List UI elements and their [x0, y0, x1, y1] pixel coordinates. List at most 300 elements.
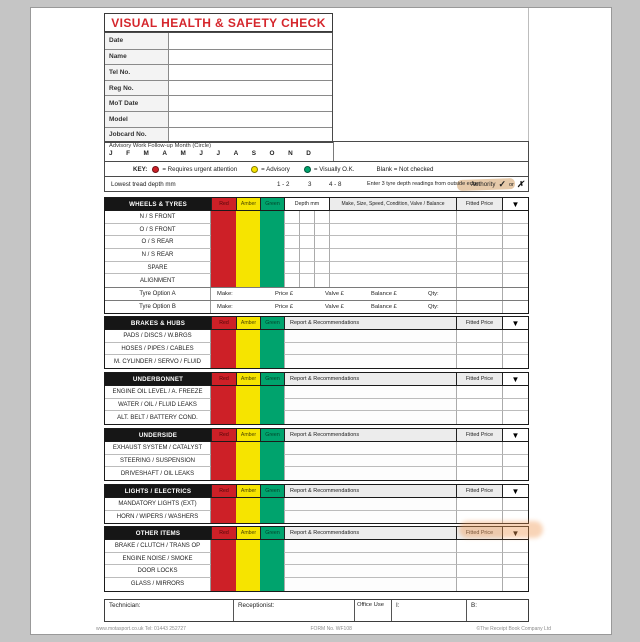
depth-column-header: Depth mm	[284, 198, 329, 210]
month-letter[interactable]: A	[233, 150, 239, 157]
field-value-tel[interactable]	[169, 65, 332, 80]
row-label: N / S REAR	[105, 249, 211, 262]
green-status-cell[interactable]	[260, 236, 284, 249]
red-status-cell[interactable]	[211, 578, 236, 591]
row-label: Tyre Option A	[105, 288, 211, 300]
key-blank-text: Blank = Not checked	[376, 165, 434, 173]
green-status-cell[interactable]	[260, 455, 284, 468]
tick-mark-icon[interactable]: ✓	[498, 179, 506, 189]
red-status-cell[interactable]	[211, 236, 236, 249]
report-cell[interactable]	[284, 455, 456, 468]
valve-field-label: Valve £	[325, 303, 344, 310]
triangle-cell[interactable]	[502, 236, 528, 249]
amber-status-cell[interactable]	[236, 565, 260, 578]
month-letter[interactable]: F	[126, 150, 130, 157]
fitted-price-cell[interactable]	[456, 442, 502, 455]
green-status-cell[interactable]	[260, 498, 284, 511]
report-cell[interactable]	[284, 386, 456, 399]
red-status-cell[interactable]	[211, 343, 236, 356]
make-size-column-header: Make, Size, Speed, Condition, Valve / Balance	[329, 198, 456, 210]
row-label: STEERING / SUSPENSION	[105, 455, 211, 468]
month-letter[interactable]: J	[216, 150, 221, 157]
red-status-cell[interactable]	[211, 565, 236, 578]
depth-cell[interactable]	[284, 211, 299, 224]
month-letter[interactable]: J	[199, 150, 203, 157]
green-status-cell[interactable]	[260, 249, 284, 262]
row-label: HOSES / PIPES / CABLES	[105, 343, 211, 356]
make-size-cell[interactable]	[329, 236, 456, 249]
green-status-cell[interactable]	[260, 540, 284, 553]
green-status-cell[interactable]	[260, 343, 284, 356]
fitted-price-cell[interactable]	[456, 411, 502, 424]
month-letter[interactable]: N	[288, 150, 293, 157]
triangle-cell[interactable]	[502, 565, 528, 578]
triangle-cell[interactable]	[502, 553, 528, 566]
fitted-price-cell[interactable]	[456, 540, 502, 553]
red-status-cell[interactable]	[211, 249, 236, 262]
amber-status-cell[interactable]	[236, 249, 260, 262]
green-status-dot-icon	[304, 166, 311, 173]
report-cell[interactable]	[284, 578, 456, 591]
amber-status-cell[interactable]	[236, 553, 260, 566]
make-size-cell[interactable]	[329, 249, 456, 262]
triangle-cell[interactable]	[502, 411, 528, 424]
month-letter[interactable]: M	[180, 150, 186, 157]
field-value-model[interactable]	[169, 112, 332, 127]
red-status-cell[interactable]	[211, 455, 236, 468]
red-status-cell[interactable]	[211, 511, 236, 524]
report-column-header: Report & Recommendations	[284, 373, 456, 385]
sheet-edge-line	[528, 8, 529, 141]
month-letter[interactable]: O	[269, 150, 275, 157]
amber-status-cell[interactable]	[236, 211, 260, 224]
table-row	[105, 262, 528, 275]
triangle-marker-icon: ▼	[502, 429, 528, 441]
green-column-header: Green	[260, 485, 284, 497]
triangle-cell[interactable]	[502, 274, 528, 287]
field-label-reg: Reg No.	[105, 81, 169, 96]
key-green-text: = Visually O.K.	[313, 165, 355, 173]
section-title: UNDERBONNET	[105, 373, 211, 385]
scanned-form-page	[30, 7, 612, 635]
triangle-cell[interactable]	[502, 343, 528, 356]
depth-cell[interactable]	[314, 211, 329, 224]
green-status-cell[interactable]	[260, 467, 284, 480]
depth-cell[interactable]	[299, 224, 314, 237]
triangle-cell[interactable]	[502, 498, 528, 511]
table-row	[105, 236, 528, 249]
office-use-i-label: I:	[396, 602, 400, 609]
amber-status-cell[interactable]	[236, 355, 260, 368]
table-row	[105, 411, 528, 424]
print-copyright: ©The Receipt Book Company Ltd	[476, 626, 551, 632]
report-cell[interactable]	[284, 355, 456, 368]
report-cell[interactable]	[284, 399, 456, 412]
depth-cell[interactable]	[284, 274, 299, 287]
triangle-cell[interactable]	[502, 249, 528, 262]
fitted-price-column-header: Fitted Price	[456, 485, 502, 497]
green-status-cell[interactable]	[260, 565, 284, 578]
depth-cell[interactable]	[299, 211, 314, 224]
field-row	[105, 111, 332, 127]
row-label: M. CYLINDER / SERVO / FLUID	[105, 355, 211, 368]
triangle-cell[interactable]	[502, 262, 528, 275]
table-row	[105, 274, 528, 287]
key-legend-row	[104, 162, 529, 177]
report-column-header: Report & Recommendations	[284, 429, 456, 441]
field-label-name: Name	[105, 50, 169, 65]
depth-cell[interactable]	[314, 262, 329, 275]
red-status-cell[interactable]	[211, 211, 236, 224]
section-title: LIGHTS / ELECTRICS	[105, 485, 211, 497]
triangle-marker-icon: ▼	[502, 198, 528, 210]
tyre-option-fields[interactable]	[211, 301, 456, 313]
triangle-cell[interactable]	[502, 399, 528, 412]
row-label: SPARE	[105, 262, 211, 275]
month-letter[interactable]: M	[143, 150, 149, 157]
field-value-name[interactable]	[169, 50, 332, 65]
green-status-cell[interactable]	[260, 553, 284, 566]
fitted-price-cell[interactable]	[456, 565, 502, 578]
red-status-cell[interactable]	[211, 274, 236, 287]
green-status-cell[interactable]	[260, 224, 284, 237]
fitted-price-cell[interactable]	[456, 355, 502, 368]
report-cell[interactable]	[284, 498, 456, 511]
red-status-cell[interactable]	[211, 330, 236, 343]
amber-status-cell[interactable]	[236, 411, 260, 424]
amber-column-header: Amber	[236, 198, 260, 210]
report-column-header: Report & Recommendations	[284, 485, 456, 497]
fitted-price-cell[interactable]	[456, 386, 502, 399]
red-status-cell[interactable]	[211, 386, 236, 399]
section-title: OTHER ITEMS	[105, 527, 211, 539]
amber-status-cell[interactable]	[236, 498, 260, 511]
tyre-option-fields[interactable]	[211, 288, 456, 300]
tyre-option-a-row	[105, 287, 528, 300]
amber-column-header: Amber	[236, 317, 260, 329]
make-field-label: Make:	[217, 303, 233, 310]
advisory-month-box	[105, 142, 334, 161]
office-use-b-label: B:	[471, 602, 477, 609]
section-other-items	[104, 526, 529, 592]
red-column-header: Red	[211, 527, 236, 539]
amber-column-header: Amber	[236, 485, 260, 497]
green-status-cell[interactable]	[260, 442, 284, 455]
report-cell[interactable]	[284, 411, 456, 424]
section-rows	[105, 330, 528, 368]
table-row	[105, 540, 528, 553]
red-status-cell[interactable]	[211, 442, 236, 455]
table-row	[105, 565, 528, 578]
section-brakes-hubs	[104, 316, 529, 369]
table-row	[105, 211, 528, 224]
fitted-price-column-header: Fitted Price	[456, 317, 502, 329]
table-row	[105, 511, 528, 524]
section-header	[105, 485, 528, 498]
tread-label: Lowest tread depth mm	[111, 180, 176, 188]
small-print-line	[96, 626, 551, 632]
report-cell[interactable]	[284, 553, 456, 566]
amber-status-cell[interactable]	[236, 511, 260, 524]
field-value-reg[interactable]	[169, 81, 332, 96]
depth-cell[interactable]	[299, 274, 314, 287]
amber-status-cell[interactable]	[236, 330, 260, 343]
red-status-cell[interactable]	[211, 399, 236, 412]
green-status-cell[interactable]	[260, 511, 284, 524]
fitted-price-cell[interactable]	[456, 498, 502, 511]
row-label: O / S FRONT	[105, 224, 211, 237]
depth-cell[interactable]	[314, 274, 329, 287]
make-size-cell[interactable]	[329, 274, 456, 287]
field-row	[105, 33, 332, 49]
technician-field[interactable]	[105, 600, 234, 621]
row-label: O / S REAR	[105, 236, 211, 249]
month-letter[interactable]: A	[162, 150, 168, 157]
report-cell[interactable]	[284, 511, 456, 524]
depth-cell[interactable]	[284, 224, 299, 237]
depth-cell[interactable]	[314, 236, 329, 249]
triangle-cell[interactable]	[502, 301, 528, 313]
depth-cell[interactable]	[284, 249, 299, 262]
triangle-cell[interactable]	[502, 330, 528, 343]
triangle-cell[interactable]	[502, 455, 528, 468]
tread-range-2: 3	[308, 180, 312, 188]
form-title: VISUAL HEALTH & SAFETY CHECK	[111, 15, 326, 30]
fitted-price-cell[interactable]	[456, 211, 502, 224]
depth-cell[interactable]	[284, 236, 299, 249]
fitted-price-cell[interactable]	[456, 553, 502, 566]
table-row	[105, 249, 528, 262]
green-status-cell[interactable]	[260, 411, 284, 424]
red-status-cell[interactable]	[211, 467, 236, 480]
green-column-header: Green	[260, 527, 284, 539]
form-title-box	[104, 13, 333, 32]
amber-status-cell[interactable]	[236, 236, 260, 249]
report-column-header: Report & Recommendations	[284, 317, 456, 329]
amber-status-cell[interactable]	[236, 224, 260, 237]
report-cell[interactable]	[284, 442, 456, 455]
fitted-price-cell[interactable]	[456, 236, 502, 249]
report-cell[interactable]	[284, 467, 456, 480]
green-status-cell[interactable]	[260, 262, 284, 275]
tread-range-1: 1 - 2	[277, 180, 290, 188]
table-row	[105, 355, 528, 368]
triangle-cell[interactable]	[502, 386, 528, 399]
triangle-cell[interactable]	[502, 442, 528, 455]
amber-status-cell[interactable]	[236, 343, 260, 356]
office-use-i-field[interactable]	[392, 600, 467, 621]
fitted-price-column-header: Fitted Price	[456, 373, 502, 385]
table-row	[105, 330, 528, 343]
report-cell[interactable]	[284, 330, 456, 343]
depth-cell[interactable]	[314, 249, 329, 262]
qty-field-label: Qty:	[428, 291, 439, 298]
office-use-b-field[interactable]	[467, 600, 528, 621]
green-status-cell[interactable]	[260, 211, 284, 224]
fitted-price-cell[interactable]	[456, 262, 502, 275]
price-field-label: Price £	[275, 291, 294, 298]
amber-column-header: Amber	[236, 429, 260, 441]
section-header	[105, 373, 528, 386]
field-label-mot: MoT Date	[105, 96, 169, 111]
amber-status-cell[interactable]	[236, 578, 260, 591]
section-title: UNDERSIDE	[105, 429, 211, 441]
section-header	[105, 317, 528, 330]
field-row	[105, 127, 332, 143]
fitted-price-cell[interactable]	[456, 288, 502, 300]
triangle-cell[interactable]	[502, 511, 528, 524]
table-row	[105, 386, 528, 399]
make-size-cell[interactable]	[329, 211, 456, 224]
authority-or: or	[508, 181, 514, 188]
green-status-cell[interactable]	[260, 399, 284, 412]
green-column-header: Green	[260, 429, 284, 441]
red-status-cell[interactable]	[211, 355, 236, 368]
amber-status-cell[interactable]	[236, 386, 260, 399]
red-status-cell[interactable]	[211, 411, 236, 424]
red-status-cell[interactable]	[211, 262, 236, 275]
depth-cell[interactable]	[299, 262, 314, 275]
advisory-month-row	[104, 141, 529, 162]
section-rows	[105, 540, 528, 591]
make-size-cell[interactable]	[329, 262, 456, 275]
vehicle-details-table	[104, 32, 333, 143]
depth-cell[interactable]	[299, 249, 314, 262]
triangle-cell[interactable]	[502, 288, 528, 300]
row-label: GLASS / MIRRORS	[105, 578, 211, 591]
triangle-cell[interactable]	[502, 467, 528, 480]
month-letter[interactable]: S	[251, 150, 257, 157]
section-rows	[105, 442, 528, 480]
fitted-price-cell[interactable]	[456, 467, 502, 480]
table-row	[105, 399, 528, 412]
row-label: DRIVESHAFT / OIL LEAKS	[105, 467, 211, 480]
fitted-price-cell[interactable]	[456, 511, 502, 524]
red-column-header: Red	[211, 485, 236, 497]
triangle-marker-icon: ▼	[502, 527, 528, 539]
amber-status-cell[interactable]	[236, 455, 260, 468]
qty-field-label: Qty:	[428, 303, 439, 310]
red-status-cell[interactable]	[211, 540, 236, 553]
field-row	[105, 95, 332, 111]
make-size-cell[interactable]	[329, 224, 456, 237]
field-value-jobcard[interactable]	[169, 128, 332, 143]
field-value-mot[interactable]	[169, 96, 332, 111]
balance-field-label: Balance £	[371, 291, 397, 298]
amber-status-cell[interactable]	[236, 262, 260, 275]
fitted-price-column-header: Fitted Price	[456, 429, 502, 441]
table-row	[105, 442, 528, 455]
green-status-cell[interactable]	[260, 330, 284, 343]
receptionist-field[interactable]	[234, 600, 355, 621]
field-row	[105, 64, 332, 80]
amber-status-cell[interactable]	[236, 540, 260, 553]
tyre-option-b-row	[105, 300, 528, 313]
wheels-rows	[105, 211, 528, 287]
section-title: BRAKES & HUBS	[105, 317, 211, 329]
fitted-price-cell[interactable]	[456, 455, 502, 468]
table-row	[105, 578, 528, 591]
amber-status-cell[interactable]	[236, 274, 260, 287]
green-status-cell[interactable]	[260, 355, 284, 368]
section-header	[105, 198, 528, 211]
key-amber-text: = Advisory	[261, 165, 290, 173]
report-cell[interactable]	[284, 565, 456, 578]
amber-status-dot-icon	[251, 166, 258, 173]
amber-status-cell[interactable]	[236, 442, 260, 455]
tread-depth-row	[104, 177, 529, 192]
report-cell[interactable]	[284, 540, 456, 553]
fitted-price-cell[interactable]	[456, 330, 502, 343]
triangle-cell[interactable]	[502, 224, 528, 237]
triangle-cell[interactable]	[502, 355, 528, 368]
field-label-tel: Tel No.	[105, 65, 169, 80]
cross-mark-icon[interactable]: ✗	[516, 179, 524, 189]
key-red-text: = Requires urgent attention	[162, 165, 238, 173]
red-status-cell[interactable]	[211, 553, 236, 566]
technician-label: Technician:	[109, 602, 141, 609]
amber-status-cell[interactable]	[236, 467, 260, 480]
triangle-marker-icon: ▼	[502, 373, 528, 385]
green-status-cell[interactable]	[260, 274, 284, 287]
field-label-date: Date	[105, 33, 169, 49]
section-wheels-tyres	[104, 197, 529, 314]
table-row	[105, 343, 528, 356]
report-column-header: Report & Recommendations	[284, 527, 456, 539]
depth-cell[interactable]	[299, 236, 314, 249]
fitted-price-cell[interactable]	[456, 274, 502, 287]
fitted-price-cell[interactable]	[456, 301, 502, 313]
row-label: N / S FRONT	[105, 211, 211, 224]
fitted-price-cell[interactable]	[456, 578, 502, 591]
table-row	[105, 467, 528, 480]
field-label-model: Model	[105, 112, 169, 127]
green-column-header: Green	[260, 373, 284, 385]
triangle-cell[interactable]	[502, 578, 528, 591]
section-lights-electrics	[104, 484, 529, 524]
section-underside	[104, 428, 529, 481]
fitted-price-cell[interactable]	[456, 224, 502, 237]
fitted-price-cell[interactable]	[456, 399, 502, 412]
green-status-cell[interactable]	[260, 386, 284, 399]
row-label: HORN / WIPERS / WASHERS	[105, 511, 211, 524]
section-title: WHEELS & TYRES	[105, 198, 211, 210]
triangle-cell[interactable]	[502, 211, 528, 224]
row-label: ALIGNMENT	[105, 274, 211, 287]
report-cell[interactable]	[284, 343, 456, 356]
triangle-cell[interactable]	[502, 540, 528, 553]
depth-cell[interactable]	[284, 262, 299, 275]
field-value-date[interactable]	[169, 33, 332, 49]
footer-signature-row	[104, 599, 529, 622]
row-label: EXHAUST SYSTEM / CATALYST	[105, 442, 211, 455]
receptionist-label: Receptionist:	[238, 602, 275, 609]
depth-cell[interactable]	[314, 224, 329, 237]
green-column-header: Green	[260, 198, 284, 210]
fitted-price-cell[interactable]	[456, 343, 502, 356]
amber-status-cell[interactable]	[236, 399, 260, 412]
amber-column-header: Amber	[236, 527, 260, 539]
month-letter[interactable]: D	[306, 150, 311, 157]
red-status-cell[interactable]	[211, 224, 236, 237]
section-rows	[105, 386, 528, 424]
row-label: DOOR LOCKS	[105, 565, 211, 578]
red-column-header: Red	[211, 317, 236, 329]
red-status-cell[interactable]	[211, 498, 236, 511]
green-status-cell[interactable]	[260, 578, 284, 591]
fitted-price-cell[interactable]	[456, 249, 502, 262]
month-letter[interactable]: J	[109, 150, 113, 157]
